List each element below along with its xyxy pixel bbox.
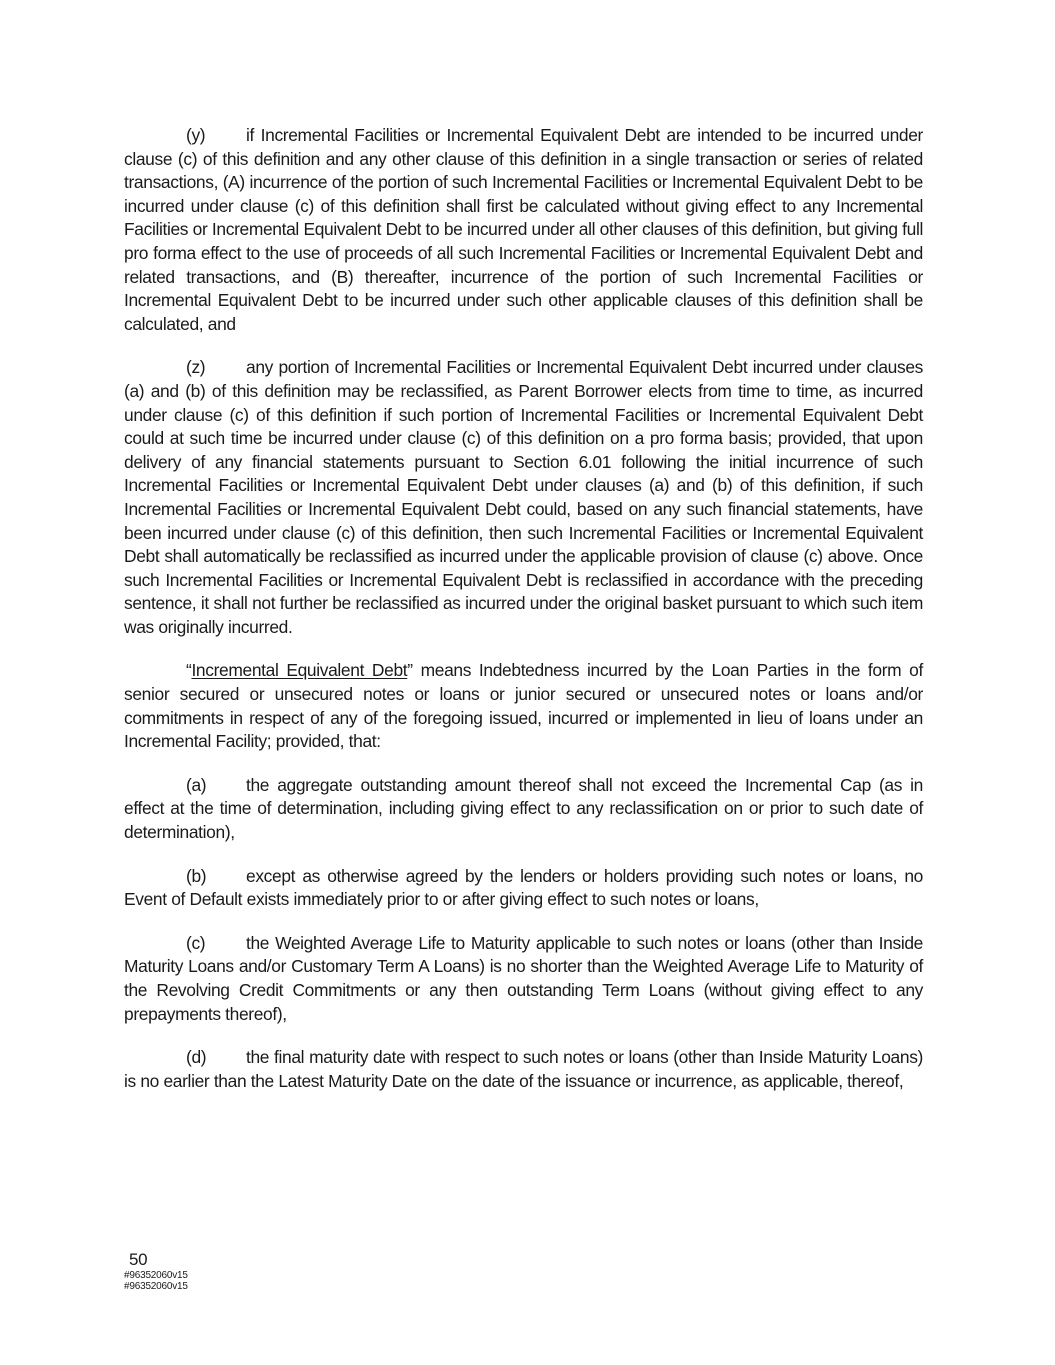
paragraph-y xyxy=(124,124,923,336)
paragraph-z xyxy=(124,356,923,639)
document-id: #96352060v15 xyxy=(124,1270,188,1281)
clause-label: (c) xyxy=(186,932,206,953)
clause-b xyxy=(124,865,923,912)
clause-label: (y) xyxy=(186,125,206,145)
clause-text: any portion of Incremental Facilities or Incremental Equivalent Debt incurred under clauses (a) and (b) of this definition may be reclassified, as Parent Borrower elects from time to time, as incurred under clause (c) of this definition if such portion of Incremental Facilities or Incremental Equivalent Debt could at such time be incurred under clause (c) of this definition on a pro forma basis; provided, that upon delivery of any financial statements pursuant to Section 6.01 following the initial incurrence of such Incremental Facilities or Incremental Equivalent Debt under clauses (a) and (b) of this definition, if such Incremental Facilities or Incremental Equivalent Debt could, based on any such financial statements, have been incurred under clause (c) of this definition, then such Incremental Facilities or Incremental Equivalent Debt shall automatically be reclassified as incurred under the applicable provision of clause (c) above. Once such Incremental Facilities or Incremental Equivalent Debt is reclassified in accordance with the preceding sentence, it shall not further be reclassified as incurred under the original basket pursuant to which such item was originally incurred. xyxy=(124,357,923,637)
defined-term: Incremental Equivalent Debt xyxy=(191,660,408,681)
clause-text: the final maturity date with respect to such notes or loans (other than Inside Maturity Loans) is no earlier than the Latest Maturity Date on the date of the issuance or incurrence, as applicable, thereof, xyxy=(124,1047,923,1091)
clause-d xyxy=(124,1046,923,1093)
clause-text: if Incremental Facilities or Incremental Equivalent Debt are intended to be incurred under clause (c) of this definition and any other clause of this definition in a single transaction or series of related transactions, (A) incurrence of the portion of such Incremental Facilities or Incremental Equivalent Debt to be incurred under clause (c) of this definition shall first be calculated without giving effect to any Incremental Facilities or Incremental Equivalent Debt to be incurred under all other clauses of this definition, but giving full pro forma effect to the use of proceeds of all such Incremental Facilities or Incremental Equivalent Debt and related transactions, and (B) thereafter, incurrence of the portion of such Incremental Facilities or Incremental Equivalent Debt to be incurred under such other applicable clauses of this definition shall be calculated, and xyxy=(124,125,923,334)
clause-text: the Weighted Average Life to Maturity applicable to such notes or loans (other than Inside Maturity Loans and/or Customary Term A Loans) is no shorter than the Weighted Average Life to Maturity of the Revolving Credit Commitments or any then outstanding Term Loans (without giving effect to any prepayments thereof), xyxy=(124,932,923,1024)
definition-text: means Indebtedness incurred by the Loan Parties in the form of senior secured or unsecured notes or loans or junior secured or unsecured notes or loans and/or commitments in respect of any of the foregoing issued, incurred or implemented in lieu of loans under an Incremental Facility; provided, that: xyxy=(124,660,923,752)
page-number: 50 xyxy=(129,1250,148,1269)
open-quote: “ xyxy=(186,660,192,681)
clause-text: except as otherwise agreed by the lenders or holders providing such notes or loans, no Event of Default exists immediately prior to or after giving effect to such notes or loans, xyxy=(124,865,923,910)
document-id: #96352060v15 xyxy=(124,1281,188,1292)
page-footer xyxy=(124,1250,188,1292)
clause-label: (b) xyxy=(186,865,207,886)
close-quote: ” xyxy=(407,660,413,681)
clause-a xyxy=(124,774,923,845)
clause-c xyxy=(124,932,923,1026)
definition-incremental-equivalent-debt xyxy=(124,659,923,753)
clause-label: (d) xyxy=(186,1047,207,1068)
clause-label: (a) xyxy=(186,774,207,795)
clause-label: (z) xyxy=(186,357,206,378)
document-page xyxy=(124,124,923,1113)
clause-text: the aggregate outstanding amount thereof shall not exceed the Incremental Cap (as in effect at the time of determination, including giving effect to any reclassification on or prior to such date of determination), xyxy=(124,774,923,843)
